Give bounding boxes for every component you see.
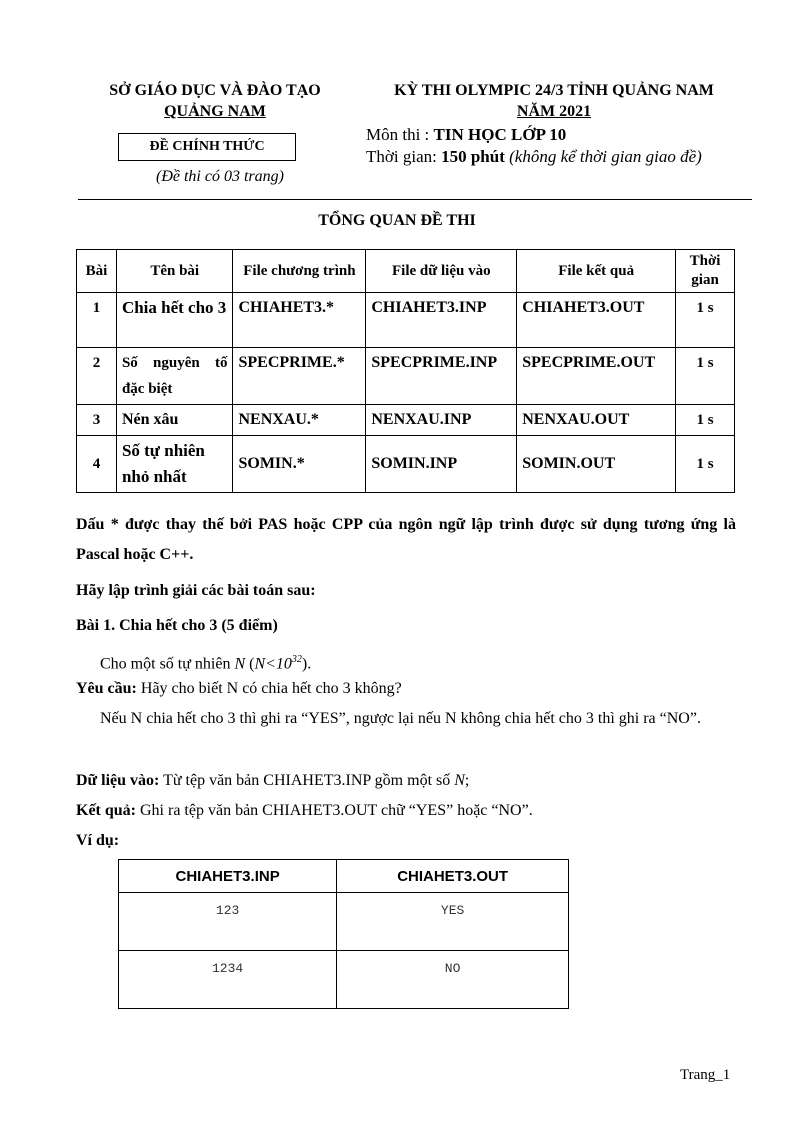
input-file: SOMIN.INP — [366, 436, 517, 493]
column-header: Thời gian — [676, 250, 735, 293]
time-note: (không kể thời gian giao đề) — [504, 147, 702, 166]
table-row — [77, 293, 735, 348]
example-input: 123 — [119, 893, 337, 951]
statement-condition: N<10 — [254, 655, 292, 673]
output-text: Ghi ra tệp văn bản CHIAHET3.OUT chữ “YES” hoặc “NO”. — [136, 802, 533, 819]
time-limit: 1 s — [676, 405, 735, 436]
time-label: Thời gian: — [366, 147, 442, 166]
output-file: SPECPRIME.OUT — [517, 348, 676, 405]
input-end: ; — [464, 772, 470, 789]
province-name: QUẢNG NAM — [164, 103, 266, 120]
example-table — [118, 859, 569, 1009]
time-limit: 1 s — [676, 348, 735, 405]
example-input: 1234 — [119, 951, 337, 1009]
input-text: Từ tệp văn bản CHIAHET3.INP gồm một số — [159, 772, 455, 789]
overview-table — [76, 249, 735, 493]
time-limit: 1 s — [676, 293, 735, 348]
instruction-text: Hãy lập trình giải các bài toán sau: — [76, 582, 316, 599]
overview-title: TỔNG QUAN ĐỀ THI — [318, 212, 476, 229]
statement-exponent: 32 — [291, 654, 302, 665]
problem-number: 3 — [77, 405, 117, 436]
subject-label: Môn thi : — [366, 125, 434, 144]
table-row — [119, 951, 569, 1009]
department-name: SỞ GIÁO DỤC VÀ ĐÀO TẠO — [109, 82, 321, 99]
subject-value: TIN HỌC LỚP 10 — [433, 125, 567, 144]
statement-paren: ( — [245, 655, 255, 673]
problem-number: 2 — [77, 348, 117, 405]
header-divider — [78, 199, 752, 200]
problem-number: 4 — [77, 436, 117, 493]
page-number: Trang_1 — [680, 1067, 731, 1083]
problem-number: 1 — [77, 293, 117, 348]
input-var: N — [454, 772, 465, 789]
exam-year: NĂM 2021 — [516, 103, 592, 120]
time-value: 150 phút — [441, 147, 505, 166]
program-file: NENXAU.* — [233, 405, 366, 436]
file-extension-note: Dấu * được thay thế bởi PAS hoặc CPP của ngôn ngữ lập trình được sử dụng tương ứng là Pascal hoặc C++. — [76, 516, 736, 563]
input-file: NENXAU.INP — [366, 405, 517, 436]
requirement-text: Hãy cho biết N có chia hết cho 3 không? — [136, 680, 402, 697]
example-header-row — [119, 860, 569, 893]
problem-name: Số nguyên tố đặc biệt — [116, 348, 233, 405]
example-label: Ví dụ: — [76, 832, 120, 849]
input-label: Dữ liệu vào: — [76, 772, 160, 789]
statement-var: N — [234, 655, 246, 673]
subject-info — [366, 124, 702, 168]
statement-text: Cho một số tự nhiên — [100, 655, 235, 673]
example-output: NO — [337, 951, 569, 1009]
statement-end: ). — [301, 655, 312, 673]
input-file: SPECPRIME.INP — [366, 348, 517, 405]
official-exam-box: ĐỀ CHÍNH THỨC — [118, 133, 296, 161]
problem1-requirement — [76, 674, 736, 704]
exam-name: KỲ THI OLYMPIC 24/3 TỈNH QUẢNG NAM — [394, 82, 714, 99]
column-header: File kết quả — [517, 250, 676, 293]
program-file: SOMIN.* — [233, 436, 366, 493]
problem-name: Chia hết cho 3 — [116, 293, 233, 348]
overview-header-row — [77, 250, 735, 293]
output-label: Kết quả: — [76, 802, 136, 819]
problem1-output — [76, 796, 736, 826]
department-header — [80, 80, 350, 122]
table-row — [119, 893, 569, 951]
example-output-header: CHIAHET3.OUT — [337, 860, 569, 893]
input-file: CHIAHET3.INP — [366, 293, 517, 348]
problem1-title: Bài 1. Chia hết cho 3 (5 điểm) — [76, 617, 278, 634]
table-row — [77, 436, 735, 493]
column-header: Bài — [77, 250, 117, 293]
example-input-header: CHIAHET3.INP — [119, 860, 337, 893]
problem1-rule: Nếu N chia hết cho 3 thì ghi ra “YES”, ngược lại nếu N không chia hết cho 3 thì ghi ra “NO”. — [100, 710, 701, 727]
table-row — [77, 405, 735, 436]
column-header: File dữ liệu vào — [366, 250, 517, 293]
table-row — [77, 348, 735, 405]
column-header: Tên bài — [116, 250, 233, 293]
exam-header — [358, 80, 750, 122]
output-file: NENXAU.OUT — [517, 405, 676, 436]
problem1-input — [76, 766, 736, 796]
time-limit: 1 s — [676, 436, 735, 493]
column-header: File chương trình — [233, 250, 366, 293]
program-file: CHIAHET3.* — [233, 293, 366, 348]
program-file: SPECPRIME.* — [233, 348, 366, 405]
requirement-label: Yêu cầu: — [76, 680, 137, 697]
pages-note: (Đề thi có 03 trang) — [156, 168, 284, 185]
output-file: SOMIN.OUT — [517, 436, 676, 493]
output-file: CHIAHET3.OUT — [517, 293, 676, 348]
problem-name: Số tự nhiên nhỏ nhất — [116, 436, 233, 493]
problem-name: Nén xâu — [116, 405, 233, 436]
example-output: YES — [337, 893, 569, 951]
